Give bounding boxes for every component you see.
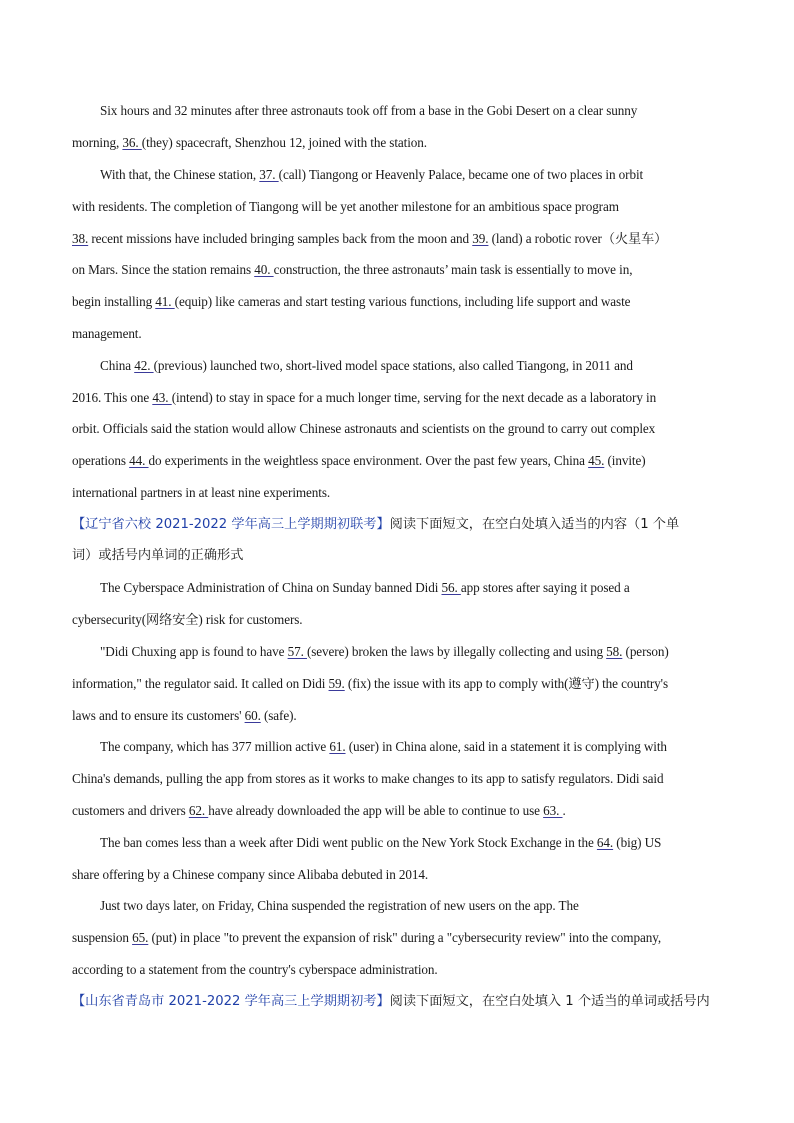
text: (severe) broken the laws by illegally collecting and using <box>306 644 607 659</box>
text: construction, the three astronauts’ main task is essentially to move in, <box>273 262 633 277</box>
passage2-line <box>72 707 732 725</box>
text: laws and to ensure its customers' <box>72 708 245 723</box>
blank-59[interactable]: 59. <box>328 676 345 691</box>
text: (land) a robotic rover（火星车） <box>488 231 668 246</box>
passage1-line <box>72 389 732 407</box>
text: cybersecurity(网络安全) risk for customers. <box>72 612 303 627</box>
text: suspension <box>72 930 133 945</box>
passage2-line <box>100 738 732 756</box>
text: (call) Tiangong or Heavenly Palace, became one of two places in orbit <box>278 167 644 182</box>
blank-43[interactable]: 43. <box>152 390 172 405</box>
passage1-line <box>72 484 732 502</box>
passage2-line <box>100 579 732 597</box>
section-heading-cont <box>72 547 243 565</box>
text: China's demands, pulling the app from stores as it works to make changes to its app to satisfy regulators. Didi said <box>72 771 664 786</box>
passage1-line <box>72 230 732 248</box>
blank-38[interactable]: 38. <box>72 231 89 246</box>
blank-60[interactable]: 60. <box>244 708 261 723</box>
text: on Mars. Since the station remains <box>72 262 255 277</box>
text: (user) in China alone, said in a statement it is complying with <box>345 739 667 754</box>
text: begin installing <box>72 294 156 309</box>
passage1-line <box>72 261 732 279</box>
passage2-line <box>72 802 732 820</box>
text: information," the regulator said. It called on Didi <box>72 676 329 691</box>
passage2-line <box>72 675 732 693</box>
text: according to a statement from the country's cyberspace administration. <box>72 962 438 977</box>
passage1-line <box>72 198 732 216</box>
blank-64[interactable]: 64. <box>596 835 614 850</box>
passage1-line <box>100 166 732 184</box>
text: recent missions have included bringing samples back from the moon and <box>88 231 473 246</box>
blank-44[interactable]: 44. <box>129 453 149 468</box>
passage1-line <box>72 293 732 311</box>
text: (person) <box>622 644 669 659</box>
text: (safe). <box>260 708 297 723</box>
text: international partners in at least nine experiments. <box>72 485 331 500</box>
blank-45[interactable]: 45. <box>588 453 605 468</box>
blank-62[interactable]: 62. <box>188 803 209 818</box>
text: morning, <box>72 135 123 150</box>
passage1-line <box>72 452 732 470</box>
blank-37[interactable]: 37. <box>259 167 279 182</box>
blank-36[interactable]: 36. <box>122 135 142 150</box>
text: With that, the Chinese station, <box>100 167 260 182</box>
passage1-line <box>72 134 732 152</box>
passage1-line <box>100 102 732 120</box>
text: app stores after saying it posed a <box>460 580 630 595</box>
passage2-line <box>72 961 732 979</box>
passage1-line <box>72 420 732 438</box>
passage2-line <box>100 643 732 661</box>
blank-40[interactable]: 40. <box>254 262 274 277</box>
instruction: 词）或括号内单词的正确形式 <box>72 548 244 563</box>
text: customers and drivers <box>72 803 189 818</box>
passage2-line <box>72 866 732 884</box>
text: (fix) the issue with its app to comply with(遵守) the country's <box>344 676 668 691</box>
text: with residents. The completion of Tiangong will be yet another milestone for an ambitious space program <box>72 199 619 214</box>
passage2-line <box>72 611 732 629</box>
text: (invite) <box>604 453 646 468</box>
text: (big) US <box>613 835 662 850</box>
passage2-line <box>72 770 732 788</box>
exam-source: 【辽宁省六校 2021-2022 学年高三上学期期初联考】 <box>72 517 390 532</box>
blank-57[interactable]: 57. <box>287 644 307 659</box>
text: Just two days later, on Friday, China suspended the registration of new users on the app. The <box>100 898 579 913</box>
text: (they) spacecraft, Shenzhou 12, joined with the station. <box>141 135 427 150</box>
text: orbit. Officials said the station would allow Chinese astronauts and scientists on the ground to carry out complex <box>72 421 656 436</box>
text: do experiments in the weightless space environment. Over the past few years, China <box>148 453 589 468</box>
text: share offering by a Chinese company since Alibaba debuted in 2014. <box>72 867 429 882</box>
blank-58[interactable]: 58. <box>606 644 623 659</box>
blank-56[interactable]: 56. <box>441 580 461 595</box>
instruction: 阅读下面短文，在空白处填入适当的内容（1 个单 <box>389 517 680 532</box>
text: "Didi Chuxing app is found to have <box>100 644 288 659</box>
text: (intend) to stay in space for a much longer time, serving for the next decade as a laboratory in <box>171 390 657 405</box>
text: (put) in place "to prevent the expansion of risk" during a "cybersecurity review" into the company, <box>148 930 662 945</box>
passage2-line <box>100 834 732 852</box>
text: China <box>100 358 135 373</box>
text: operations <box>72 453 130 468</box>
text: Six hours and 32 minutes after three astronauts took off from a base in the Gobi Desert on a clear sunny <box>100 103 638 118</box>
text: (equip) like cameras and start testing various functions, including life support and waste <box>174 294 631 309</box>
passage2-line <box>72 929 732 947</box>
text: . <box>562 803 566 818</box>
blank-61[interactable]: 61. <box>329 739 346 754</box>
text: management. <box>72 326 142 341</box>
text: The Cyberspace Administration of China on Sunday banned Didi <box>100 580 442 595</box>
text: have already downloaded the app will be able to continue to use <box>208 803 544 818</box>
blank-65[interactable]: 65. <box>132 930 149 945</box>
text: 2016. This one <box>72 390 153 405</box>
blank-39[interactable]: 39. <box>472 231 489 246</box>
passage1-line <box>72 325 732 343</box>
instruction: 阅读下面短文，在空白处填入 1 个适当的单词或括号内 <box>389 994 710 1009</box>
blank-41[interactable]: 41. <box>155 294 175 309</box>
exam-source: 【山东省青岛市 2021-2022 学年高三上学期期初考】 <box>72 994 390 1009</box>
blank-42[interactable]: 42. <box>134 358 154 373</box>
section-heading <box>72 993 710 1011</box>
passage2-line <box>100 897 732 915</box>
section-heading <box>72 516 679 534</box>
blank-63[interactable]: 63. <box>543 803 563 818</box>
text: (previous) launched two, short-lived model space stations, also called Tiangong, in 2011 and <box>153 358 633 373</box>
passage1-line <box>100 357 732 375</box>
text: The company, which has 377 million active <box>100 739 330 754</box>
text: The ban comes less than a week after Didi went public on the New York Stock Exchange in the <box>100 835 597 850</box>
